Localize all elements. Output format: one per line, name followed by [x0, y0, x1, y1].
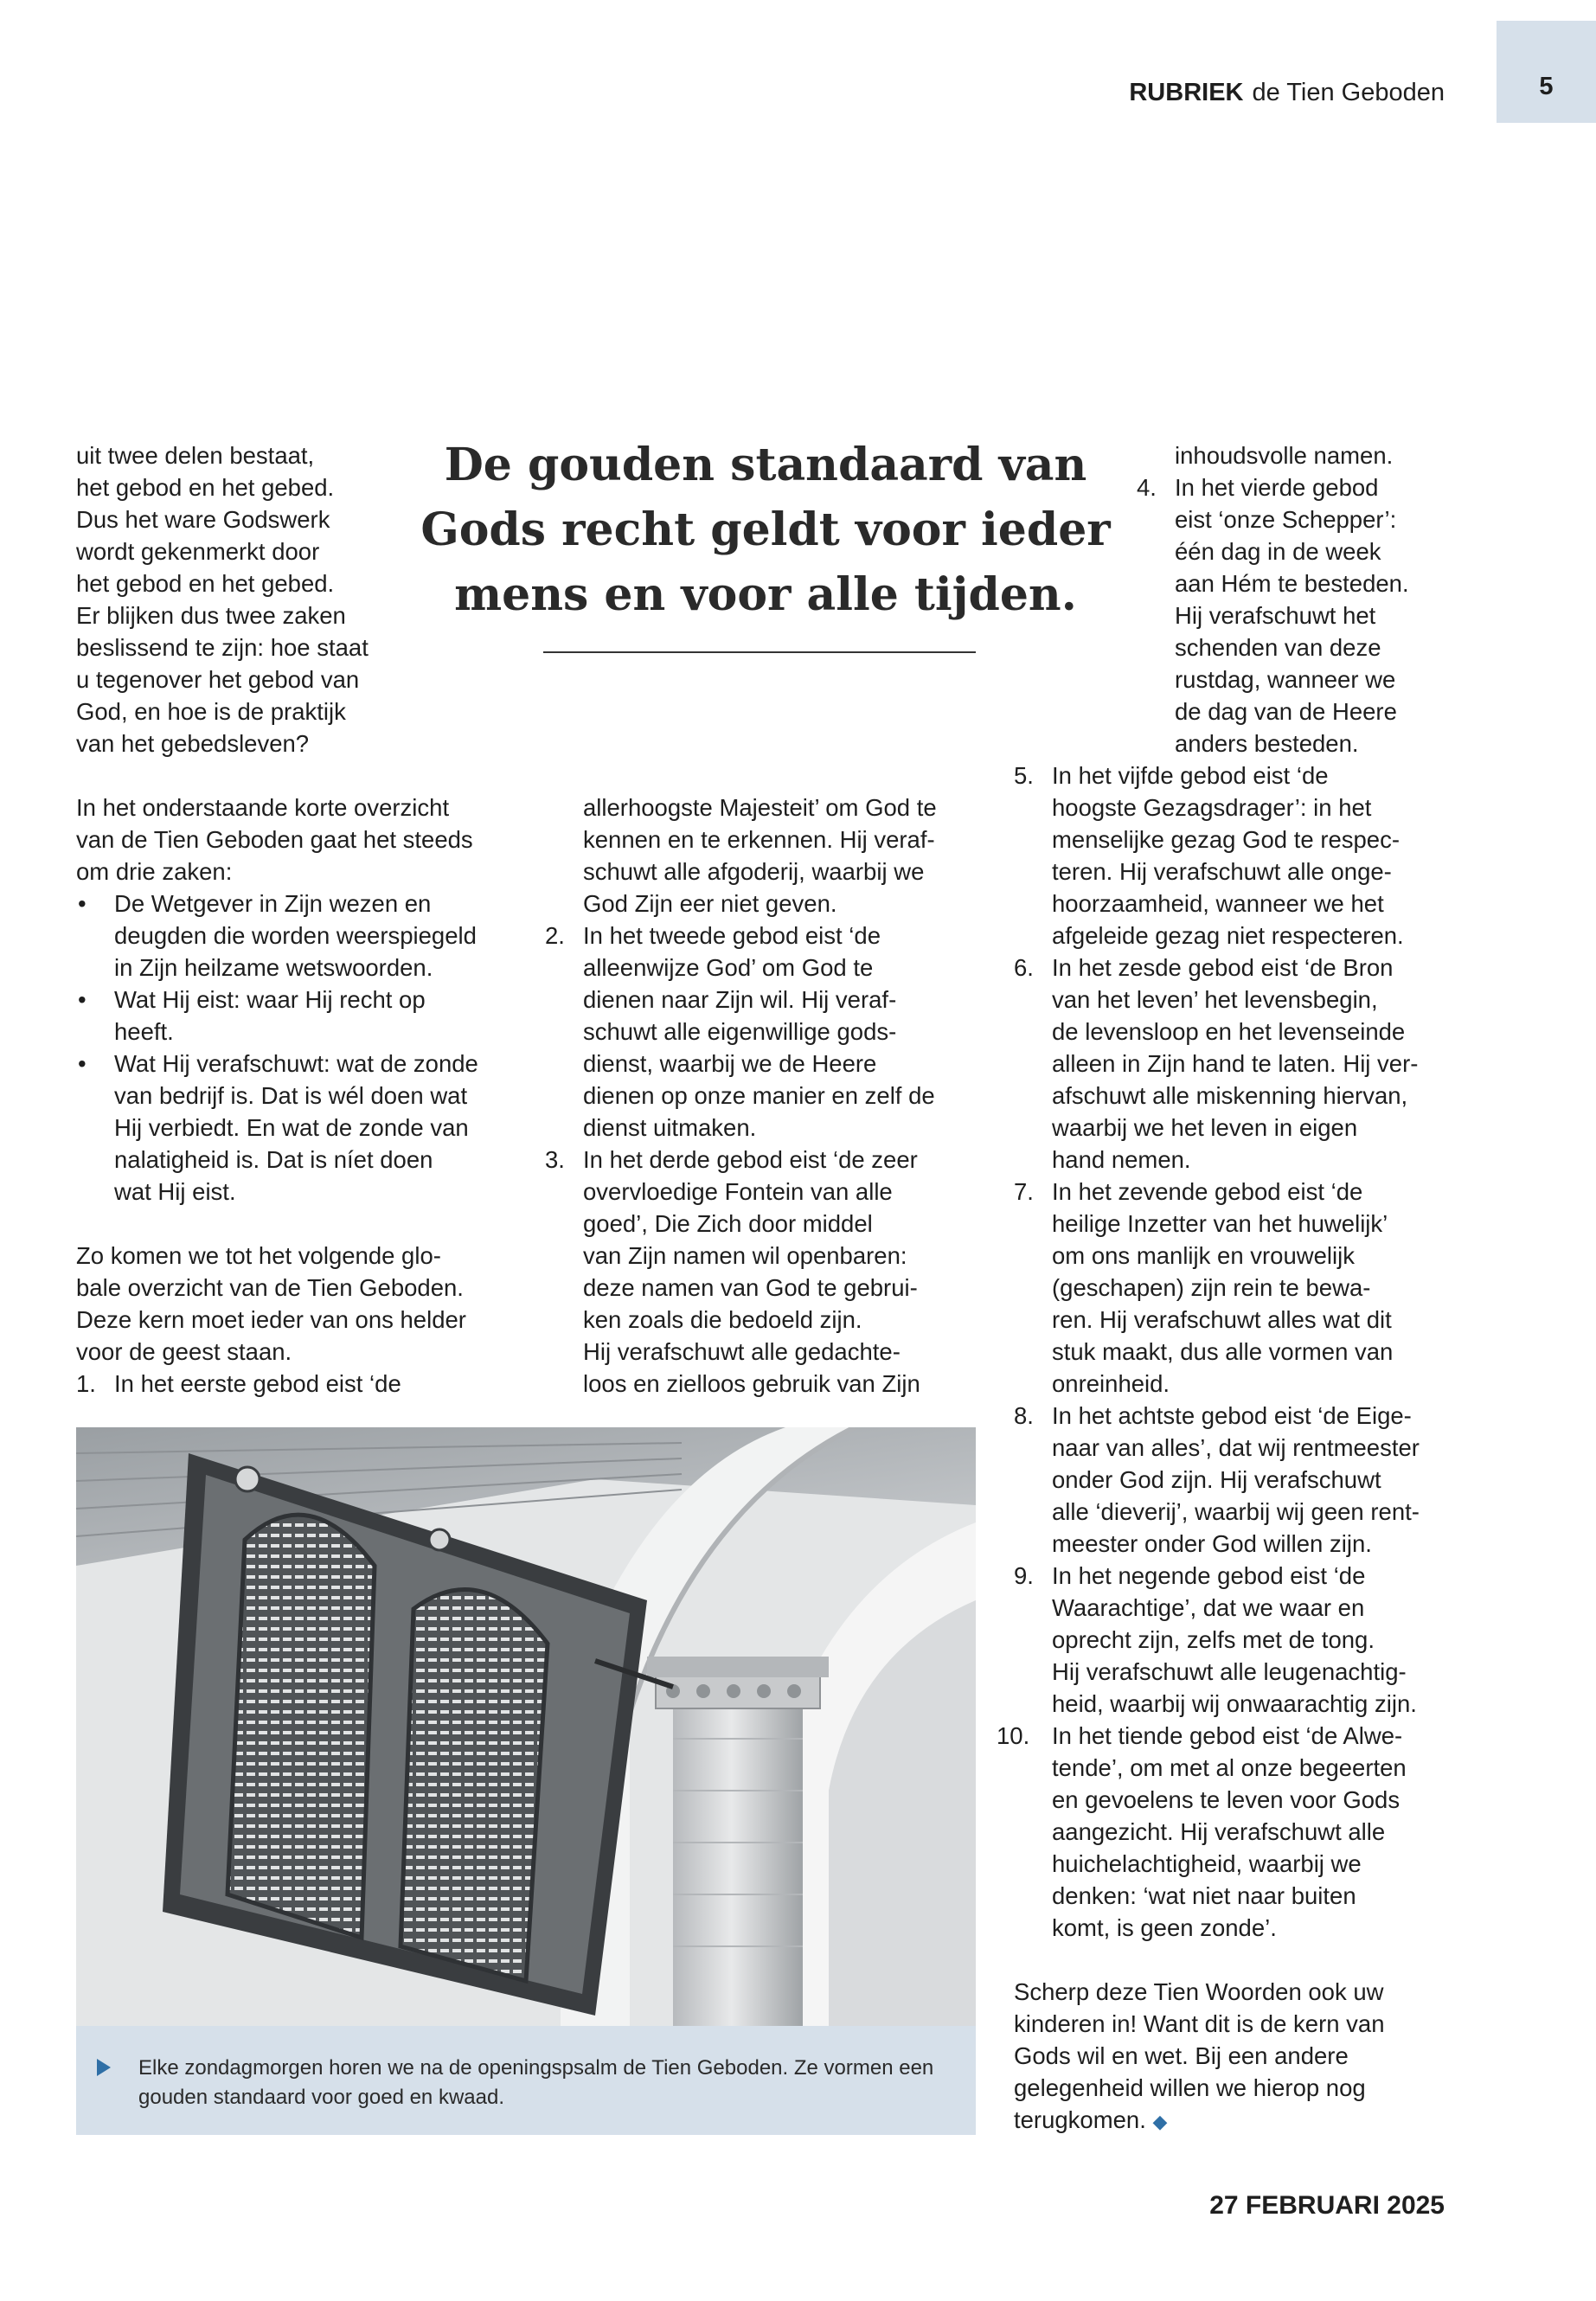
column-1-bottom [76, 792, 543, 1400]
pull-quote-line: Gods recht geldt voor ieder [420, 503, 1111, 556]
list-item-2 [545, 920, 995, 1144]
list-item-1-continued [545, 792, 995, 920]
text-line: In het tiende gebod eist ‘de Alwe- [1052, 1722, 1403, 1749]
text-line: meester onder God willen zijn. [1052, 1530, 1372, 1557]
text-line: stuk maakt, dus alle vormen van [1052, 1338, 1394, 1365]
list-number: 5. [1014, 762, 1034, 789]
text-line: aan Hém te besteden. [1175, 570, 1409, 597]
text-line: Scherp deze Tien Woorden ook uw [1014, 1978, 1384, 2005]
text-line: voor de geest staan. [76, 1338, 292, 1365]
text-line: ken zoals die bedoeld zijn. [583, 1306, 862, 1333]
text-line: terugkomen. [1014, 2106, 1146, 2133]
text-line: alle ‘dieverij’, waarbij wij geen rent- [1052, 1498, 1420, 1525]
list-item-7 [1014, 1176, 1464, 1400]
text-line: huichelachtigheid, waarbij we [1052, 1850, 1362, 1877]
text-line: Dus het ware Godswerk [76, 506, 330, 533]
page-number: 5 [1539, 73, 1554, 100]
text-line: één dag in de week [1175, 538, 1381, 565]
text-line: dienst uitmaken. [583, 1114, 757, 1141]
text-line: Hij verafschuwt alle gedachte- [583, 1338, 901, 1365]
list-number: 7. [1014, 1178, 1034, 1205]
list-number: 10. [997, 1722, 1030, 1749]
text-line: onreinheid. [1052, 1370, 1170, 1397]
text-line: van de Tien Geboden gaat het steeds [76, 826, 473, 853]
list-item-9 [1014, 1560, 1464, 1720]
text-line: dienen op onze manier en zelf de [583, 1082, 935, 1109]
text-line: schuwt alle eigenwillige gods- [583, 1018, 897, 1045]
text-line: het gebod en het gebed. [76, 570, 335, 597]
text-line: alleenwijze God’ om God te [583, 954, 874, 981]
text-line: naar van alles’, dat wij rentmeester [1052, 1434, 1420, 1461]
text-line: waarbij we het leven in eigen [1052, 1114, 1358, 1141]
text-line: Gods wil en wet. Bij een andere [1014, 2042, 1349, 2069]
text-line: eist ‘onze Schepper’: [1175, 506, 1397, 533]
caption-line: gouden standaard voor goed en kwaad. [138, 2086, 504, 2109]
caption-arrow-icon [97, 2059, 111, 2076]
text-line: de dag van de Heere [1175, 698, 1397, 725]
pull-quote-rule [543, 651, 976, 653]
text-line: tende’, om met al onze begeerten [1052, 1754, 1407, 1781]
list-item-3-continued [1014, 439, 1464, 471]
text-line: In het zevende gebod eist ‘de [1052, 1178, 1363, 1205]
list-item-3 [545, 1144, 995, 1400]
text-line: Er blijken dus twee zaken [76, 602, 346, 629]
column-1-top [76, 439, 517, 760]
text-line: • Wat Hij verafschuwt: wat de zonde [114, 1050, 478, 1077]
bullet-item [76, 984, 543, 1048]
list-item-1 [76, 1368, 543, 1400]
text-line: teren. Hij verafschuwt alle onge- [1052, 858, 1392, 885]
text-line: In het derde gebod eist ‘de zeer [583, 1146, 918, 1173]
text-line: bale overzicht van de Tien Geboden. [76, 1274, 464, 1301]
text-line: van het gebedsleven? [76, 730, 310, 757]
list-item-5 [1014, 760, 1464, 952]
caption-text [138, 2054, 958, 2112]
text-line: u tegenover het gebod van [76, 666, 360, 693]
text-line: schuwt alle afgoderij, waarbij we [583, 858, 925, 885]
text-line: God Zijn eer niet geven. [583, 890, 837, 917]
page-number-tab [1497, 21, 1596, 123]
photo-caption [76, 2026, 976, 2135]
text-line: komt, is geen zonde’. [1052, 1914, 1277, 1941]
text-line: Waarachtige’, dat we waar en [1052, 1594, 1365, 1621]
text-line: In het tweede gebod eist ‘de [583, 922, 881, 949]
text-line: Deze kern moet ieder van ons helder [76, 1306, 466, 1333]
paragraph [76, 792, 543, 888]
text-line: (geschapen) zijn rein te bewa- [1052, 1274, 1371, 1301]
text-line: afschuwt alle miskenning hiervan, [1052, 1082, 1408, 1109]
list-item-10 [997, 1720, 1464, 1944]
church-interior-photo [76, 1427, 976, 2026]
photo-illustration [76, 1427, 976, 2026]
text-line: wordt gekenmerkt door [76, 538, 320, 565]
text-line: goed’, Die Zich door middel [583, 1210, 873, 1237]
text-line: om drie zaken: [76, 858, 233, 885]
list-number: 8. [1014, 1402, 1034, 1429]
paragraph [76, 1240, 543, 1368]
text-line: in Zijn heilzame wetswoorden. [114, 954, 433, 981]
text-line: kinderen in! Want dit is de kern van [1014, 2010, 1385, 2037]
column-3 [997, 439, 1464, 2138]
list-number: 1. [76, 1370, 96, 1397]
text-line: overvloedige Fontein van alle [583, 1178, 893, 1205]
text-line: wat Hij eist. [114, 1178, 236, 1205]
text-line: nalatigheid is. Dat is níet doen [114, 1146, 433, 1173]
list-number: 9. [1014, 1562, 1034, 1589]
end-mark-icon: ◆ [1152, 2111, 1168, 2132]
text-line: onder God zijn. Hij verafschuwt [1052, 1466, 1381, 1493]
text-line: kennen en te erkennen. Hij veraf- [583, 826, 935, 853]
text-line: In het zesde gebod eist ‘de Bron [1052, 954, 1394, 981]
text-line: alleen in Zijn hand te laten. Hij ver- [1052, 1050, 1419, 1077]
text-line: beslissend te zijn: hoe staat [76, 634, 369, 661]
list-number: 4. [1137, 474, 1157, 501]
pull-quote-line: mens en voor alle tijden. [454, 568, 1077, 621]
header-section: RUBRIEK [1129, 79, 1244, 106]
text-line: om ons manlijk en vrouwelijk [1052, 1242, 1355, 1269]
text-line: inhoudsvolle namen. [1175, 442, 1394, 469]
caption-line: Elke zondagmorgen horen we na de openingspsalm de Tien Geboden. Ze vormen een [138, 2056, 934, 2080]
text-line: aangezicht. Hij verafschuwt alle [1052, 1818, 1386, 1845]
list-item-6 [1014, 952, 1464, 1176]
text-line: Hij verafschuwt het [1175, 602, 1376, 629]
text-line: In het vierde gebod [1175, 474, 1379, 501]
text-line: In het eerste gebod eist ‘de [114, 1370, 401, 1397]
text-line: het gebod en het gebed. [76, 474, 335, 501]
text-line: van bedrijf is. Dat is wél doen wat [114, 1082, 468, 1109]
text-line: dienst, waarbij we de Heere [583, 1050, 877, 1077]
text-line: de levensloop en het levenseinde [1052, 1018, 1406, 1045]
text-line: deze namen van God te gebrui- [583, 1274, 918, 1301]
list-number: 2. [545, 922, 565, 949]
bullet-item [76, 1048, 543, 1208]
text-line: ren. Hij verafschuwt alles wat dit [1052, 1306, 1392, 1333]
text-line: uit twee delen bestaat, [76, 442, 315, 469]
text-line: van het leven’ het levensbegin, [1052, 986, 1378, 1013]
text-line: heid, waarbij wij onwaarachtig zijn. [1052, 1690, 1417, 1717]
text-line: afgeleide gezag niet respecteren. [1052, 922, 1404, 949]
bullet-item [76, 888, 543, 984]
text-line: In het achtste gebod eist ‘de Eige- [1052, 1402, 1412, 1429]
text-line: God, en hoe is de praktijk [76, 698, 346, 725]
text-line: • De Wetgever in Zijn wezen en [114, 890, 432, 917]
text-line: van Zijn namen wil openbaren: [583, 1242, 907, 1269]
text-line: dienen naar Zijn wil. Hij veraf- [583, 986, 897, 1013]
column-2 [545, 792, 995, 1400]
text-line: gelegenheid willen we hierop nog [1014, 2074, 1366, 2101]
text-line: • Wat Hij eist: waar Hij recht op [114, 986, 426, 1013]
text-line: hoorzaamheid, wanneer we het [1052, 890, 1384, 917]
text-line: hand nemen. [1052, 1146, 1191, 1173]
text-line: anders besteden. [1175, 730, 1359, 757]
text-line: Hij verafschuwt alle leugenachtig- [1052, 1658, 1407, 1685]
text-line: allerhoogste Majesteit’ om God te [583, 794, 937, 821]
text-line: loos en zielloos gebruik van Zijn [583, 1370, 920, 1397]
text-line: rustdag, wanneer we [1175, 666, 1396, 693]
text-line: deugden die worden weerspiegeld [114, 922, 477, 949]
running-header [1129, 78, 1445, 107]
text-line: oprecht zijn, zelfs met de tong. [1052, 1626, 1375, 1653]
text-line: menselijke gezag God te respec- [1052, 826, 1401, 853]
header-title: de Tien Geboden [1252, 79, 1445, 106]
text-line: heilige Inzetter van het huwelijk’ [1052, 1210, 1388, 1237]
text-line: In het negende gebod eist ‘de [1052, 1562, 1366, 1589]
list-item-4 [1137, 471, 1464, 760]
text-line: en gevoelens te leven voor Gods [1052, 1786, 1401, 1813]
text-line: In het onderstaande korte overzicht [76, 794, 450, 821]
issue-date: 27 FEBRUARI 2025 [1209, 2191, 1445, 2220]
text-line: In het vijfde gebod eist ‘de [1052, 762, 1329, 789]
list-item-8 [1014, 1400, 1464, 1560]
text-line: Zo komen we tot het volgende glo- [76, 1242, 441, 1269]
pull-quote-line: De gouden standaard van [444, 439, 1087, 491]
paragraph [76, 439, 517, 760]
text-line: hoogste Gezagsdrager’: in het [1052, 794, 1372, 821]
text-line: heeft. [114, 1018, 174, 1045]
list-number: 6. [1014, 954, 1034, 981]
text-line: Hij verbiedt. En wat de zonde van [114, 1114, 469, 1141]
closing-paragraph [1014, 1976, 1464, 2138]
text-line: denken: ‘wat niet naar buiten [1052, 1882, 1356, 1909]
list-number: 3. [545, 1146, 565, 1173]
text-line: schenden van deze [1175, 634, 1381, 661]
